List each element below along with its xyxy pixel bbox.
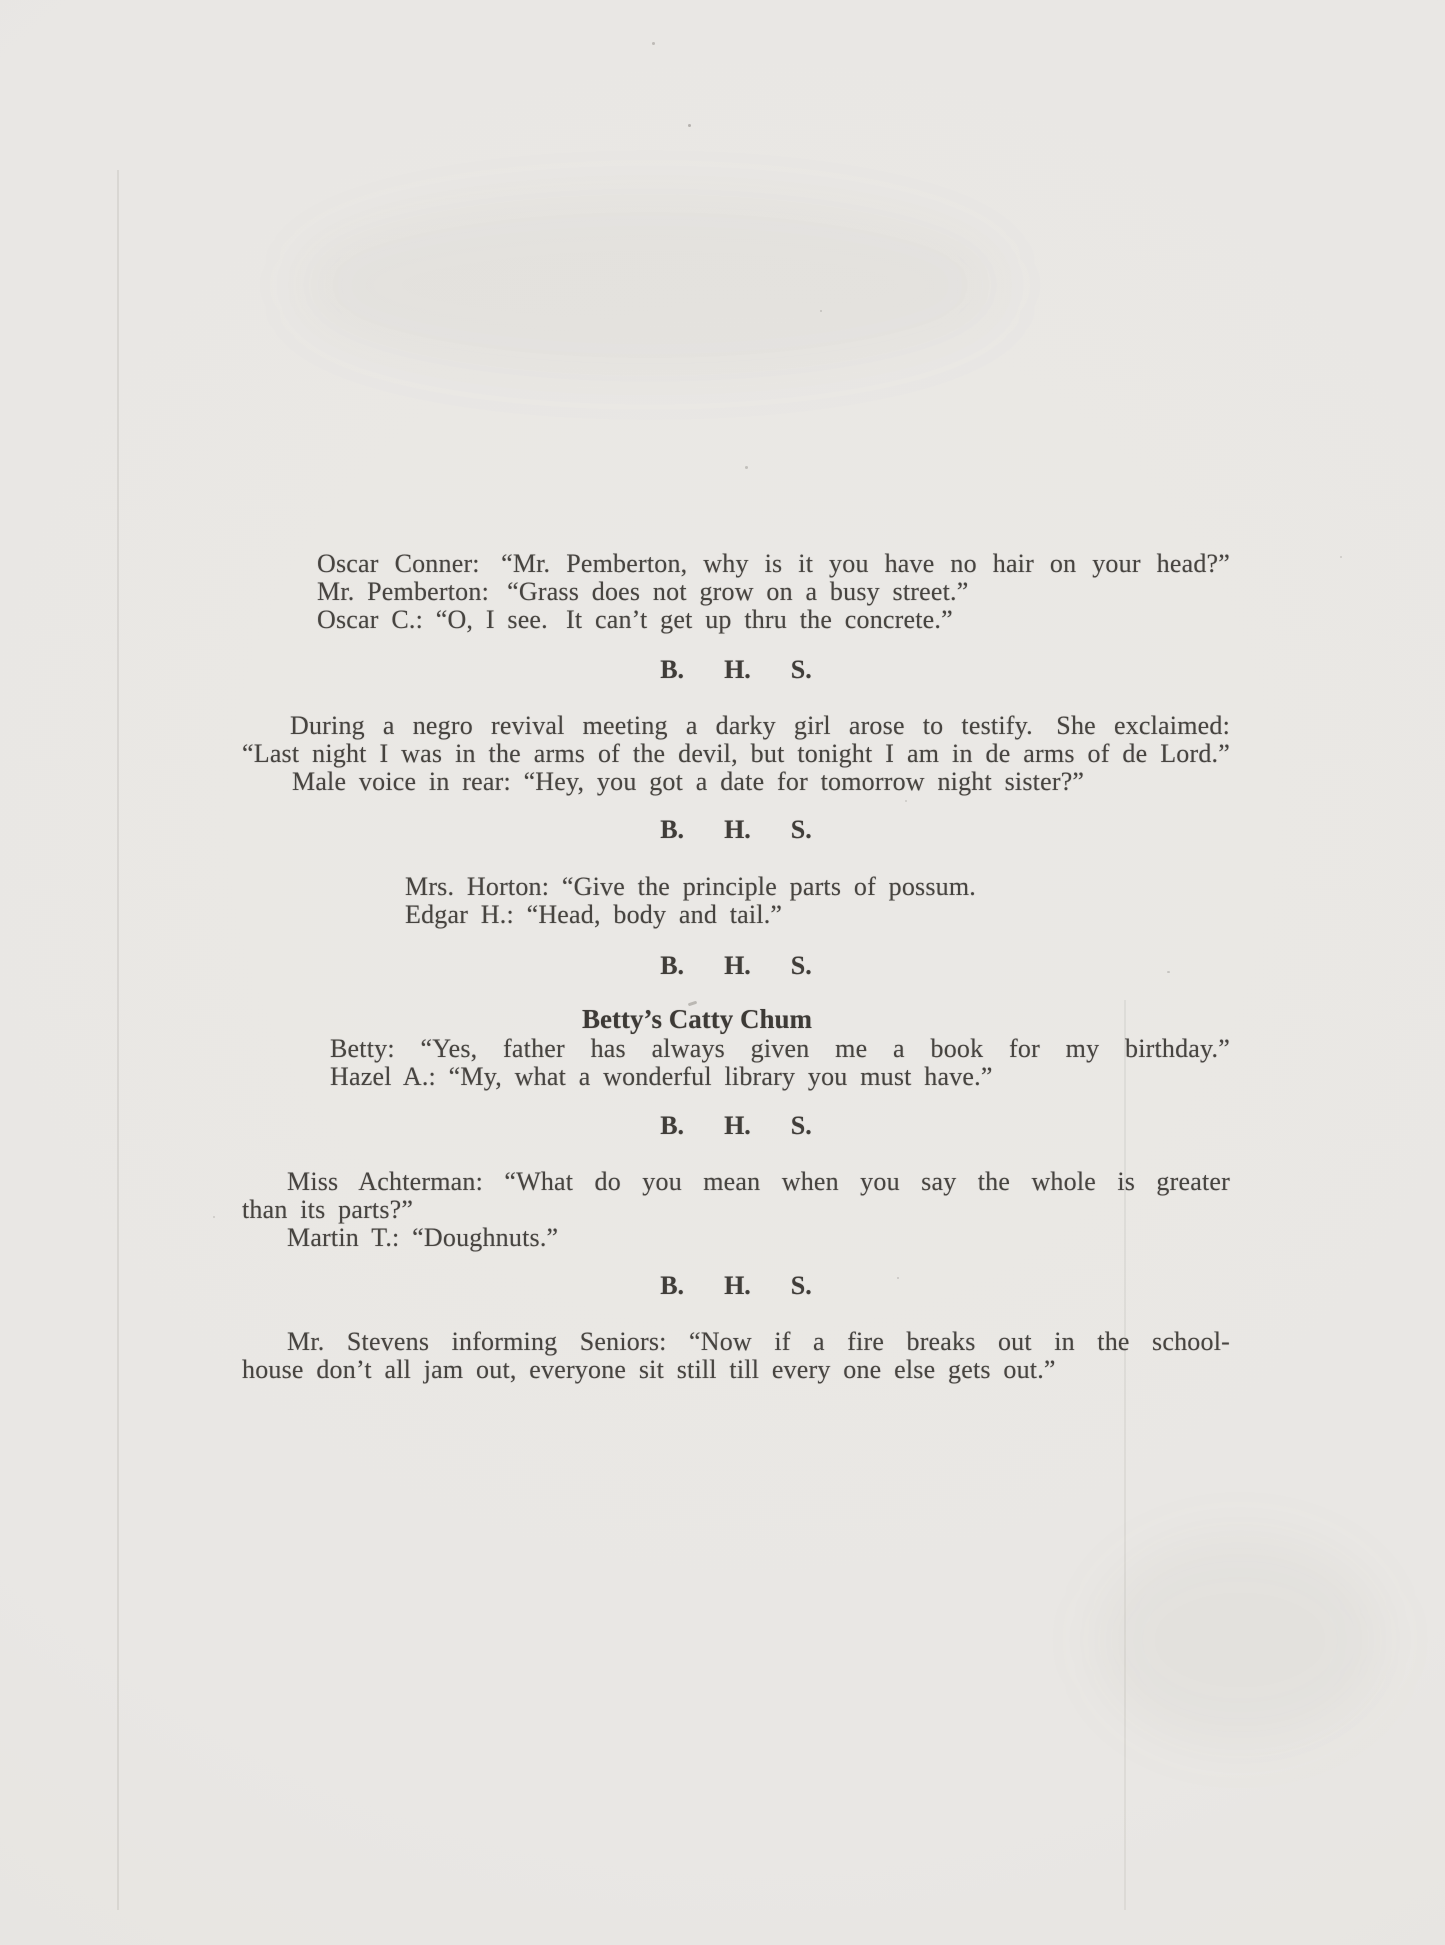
divider-letter: S. [790, 655, 812, 684]
joke-mrs-horton [242, 873, 1230, 929]
divider-letter: B. [660, 655, 685, 684]
divider-letter: S. [790, 1271, 812, 1300]
dialogue-line: Oscar Conner: “Mr. Pemberton, why is it you have no hair on your head?” [317, 549, 1230, 578]
dialogue-line: Mrs. Horton: “Give the principle parts of possum. [405, 872, 976, 901]
text-column [242, 0, 1230, 1945]
dialogue-line: Edgar H.: “Head, body and tail.” [405, 900, 783, 929]
dialogue-line: than its parts?” [242, 1195, 414, 1224]
divider-letter: B. [660, 951, 685, 980]
joke-oscar-conner [242, 550, 1230, 634]
joke-mr-stevens [242, 1328, 1230, 1384]
story-line: During a negro revival meeting a darky girl arose to testify. She exclaimed: [290, 711, 1230, 740]
divider-letter: S. [790, 951, 812, 980]
divider-letter: H. [724, 815, 751, 844]
dialogue-line: Miss Achterman: “What do you mean when you say the whole is greater [287, 1167, 1230, 1196]
divider-letter: H. [724, 655, 751, 684]
dialogue-line: Oscar C.: “O, I see. It can’t get up thru the concrete.” [317, 605, 953, 634]
story-line: house don’t all jam out, everyone sit still till every one else gets out.” [242, 1355, 1056, 1384]
story-line: Mr. Stevens informing Seniors: “Now if a fire breaks out in the school- [287, 1327, 1230, 1356]
bhs-divider [242, 952, 1230, 980]
story-line: Male voice in rear: “Hey, you got a date for tomorrow night sister?” [292, 767, 1085, 796]
joke-heading: Betty’s Catty Chum [582, 1004, 812, 1034]
divider-letter: S. [790, 815, 812, 844]
dust-speck [1340, 556, 1342, 558]
divider-letter: H. [724, 1111, 751, 1140]
joke-miss-achterman [242, 1168, 1230, 1252]
divider-letter: S. [790, 1111, 812, 1140]
bhs-divider [242, 1272, 1230, 1300]
dialogue-line: Betty: “Yes, father has always given me a book for my birthday.” [330, 1034, 1230, 1063]
divider-letter: H. [724, 951, 751, 980]
divider-letter: B. [660, 1111, 685, 1140]
dialogue-line: Mr. Pemberton: “Grass does not grow on a busy street.” [317, 577, 969, 606]
bhs-divider [242, 1112, 1230, 1140]
dialogue-line: Martin T.: “Doughnuts.” [287, 1223, 559, 1252]
page-edge-ghost-left [117, 170, 119, 1910]
divider-letter: H. [724, 1271, 751, 1300]
divider-letter: B. [660, 1271, 685, 1300]
divider-letter: B. [660, 815, 685, 844]
story-line: “Last night I was in the arms of the devil, but tonight I am in de arms of de Lord.” [242, 739, 1230, 768]
dust-speck [213, 1216, 215, 1218]
dialogue-line: Hazel A.: “My, what a wonderful library you must have.” [330, 1062, 993, 1091]
bhs-divider [242, 816, 1230, 844]
joke-revival-meeting [242, 712, 1230, 796]
joke-bettys-catty-chum [242, 1035, 1230, 1091]
bhs-divider [242, 656, 1230, 684]
